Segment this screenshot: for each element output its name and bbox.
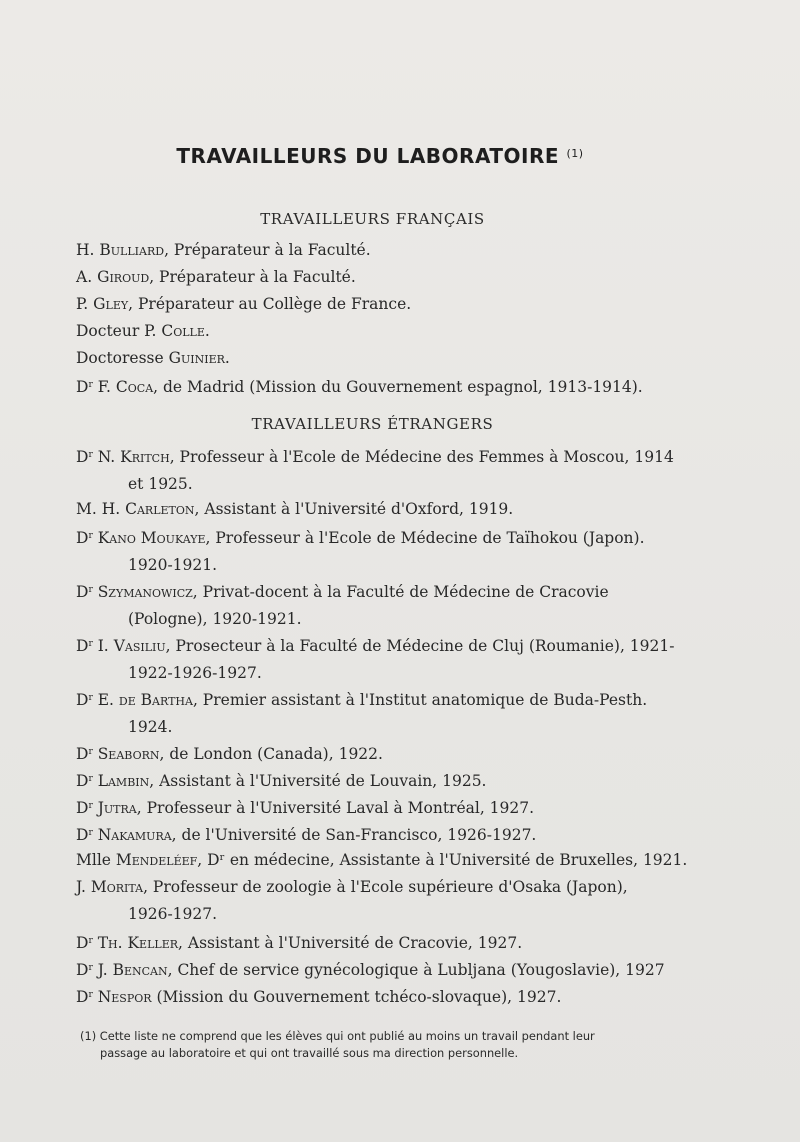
title-abbr-letter: D	[76, 637, 89, 655]
entry-name: de Bartha	[118, 691, 193, 709]
entry-continuation: 1920-1921.	[128, 556, 218, 574]
list-item	[76, 372, 680, 401]
entry-description: , de London (Canada), 1922.	[159, 745, 383, 763]
title-abbr	[76, 961, 93, 979]
list-item	[76, 318, 680, 345]
entry-prefix: H.	[76, 241, 95, 259]
entry-description: , Professeur à l'Ecole de Médecine de Taïhokou (Japon).	[205, 529, 645, 547]
entry-prefix: I.	[97, 637, 109, 655]
title-abbr-sup: r	[88, 450, 93, 460]
title-abbr	[76, 691, 93, 709]
entry-description: , Préparateur à la Faculté.	[164, 241, 371, 259]
entry-prefix: Docteur P.	[76, 322, 157, 340]
entry-name: Nespor	[97, 988, 152, 1006]
title-abbr	[76, 988, 93, 1006]
title-abbr-sup: r	[88, 828, 93, 838]
entry-name: Carleton	[125, 500, 195, 518]
entry-description: , de l'Université de San-Francisco, 1926-1927.	[171, 826, 537, 844]
title-abbr-sup: r	[88, 380, 93, 390]
entry-prefix: F.	[97, 378, 111, 396]
title-abbr-sup: r	[88, 693, 93, 703]
title-abbr-letter: D	[76, 691, 89, 709]
page-title-text: TRAVAILLEURS DU LABORATOIRE	[176, 144, 560, 168]
entry-name: Kritch	[120, 448, 170, 466]
list-item	[76, 766, 680, 795]
title-abbr	[76, 378, 93, 396]
title-abbr-letter: D	[76, 745, 89, 763]
entry-name: Mendeléef	[115, 851, 198, 869]
entry-name: Guinier	[168, 349, 225, 367]
title-abbr	[76, 934, 93, 952]
title-abbr-letter: D	[76, 799, 89, 817]
title-abbr	[76, 826, 93, 844]
entry-prefix: P.	[76, 295, 89, 313]
list-item	[76, 685, 680, 741]
entry-prefix: M. H.	[76, 500, 121, 518]
title-abbr-letter: D	[76, 378, 89, 396]
title-abbr-letter: D	[76, 583, 89, 601]
entry-name: Colle	[161, 322, 205, 340]
entry-name: Szymanowicz	[97, 583, 193, 601]
entry-description: , Professeur à l'Ecole de Médecine des Femmes à Moscou, 1914	[169, 448, 674, 466]
entry-description: , Assistant à l'Université de Cracovie, 1927.	[178, 934, 523, 952]
footnote	[80, 1028, 680, 1062]
entry-continuation: (Pologne), 1920-1921.	[128, 610, 302, 628]
entry-continuation: 1926-1927.	[128, 905, 218, 923]
list-item	[76, 496, 680, 523]
list-item	[76, 442, 680, 498]
title-abbr	[76, 529, 93, 547]
entry-description: , Chef de service gynécologique à Lubljana (Yougoslavie), 1927	[167, 961, 665, 979]
title-abbr-sup: r	[88, 639, 93, 649]
list-item	[76, 291, 680, 318]
list-item	[76, 928, 680, 957]
page-title	[0, 144, 760, 168]
footnote-line-1: (1) Cette liste ne comprend que les élèves qui ont publié au moins un travail pendant leur	[80, 1029, 595, 1043]
list-item	[76, 523, 680, 579]
entry-description: , Prosecteur à la Faculté de Médecine de Cluj (Roumanie), 1921-	[165, 637, 675, 655]
entry-description: , Professeur de zoologie à l'Ecole supérieure d'Osaka (Japon),	[143, 878, 628, 896]
list-item	[76, 264, 680, 291]
entry-name: Kano Moukaye	[97, 529, 206, 547]
entry-description: , Assistant à l'Université d'Oxford, 1919.	[194, 500, 514, 518]
entry-description: .	[204, 322, 210, 340]
list-item	[76, 820, 680, 849]
entry-description: .	[224, 349, 230, 367]
title-abbr-letter: D	[76, 988, 89, 1006]
list-item	[76, 577, 680, 633]
entry-prefix: A.	[76, 268, 93, 286]
title-abbr	[76, 772, 93, 790]
entry-description: , Préparateur au Collège de France.	[128, 295, 412, 313]
entry-description: , de Madrid (Mission du Gouvernement espagnol, 1913-1914).	[153, 378, 643, 396]
title-abbr-letter: D	[76, 961, 89, 979]
title-abbr-sup: r	[88, 747, 93, 757]
title-abbr-letter: D	[76, 772, 89, 790]
entry-name: Lambin	[97, 772, 150, 790]
entry-description: (Mission du Gouvernement tchéco-slovaque), 1927.	[151, 988, 562, 1006]
title-abbr	[76, 583, 93, 601]
list-item	[76, 793, 680, 822]
list-item	[76, 237, 680, 264]
entry-name: Coca	[115, 378, 154, 396]
entry-name: Giroud	[97, 268, 150, 286]
list-item	[76, 739, 680, 768]
entry-name: Gley	[93, 295, 129, 313]
list-item	[76, 982, 680, 1011]
entry-description: , Professeur à l'Université Laval à Montréal, 1927.	[136, 799, 535, 817]
entry-prefix: J.	[97, 961, 108, 979]
title-abbr-sup: r	[88, 585, 93, 595]
title-abbr	[76, 637, 93, 655]
title-abbr-sup: r	[88, 936, 93, 946]
title-abbr-sup: r	[88, 531, 93, 541]
entry-continuation: 1924.	[128, 718, 173, 736]
entry-prefix: J.	[76, 878, 86, 896]
title-abbr-letter: D	[76, 448, 89, 466]
entry-name: Vasiliu	[113, 637, 166, 655]
section-heading-foreign: TRAVAILLEURS ÉTRANGERS	[251, 415, 494, 433]
title-abbr	[76, 745, 93, 763]
entry-description: , Dʳ en médecine, Assistante à l'Université de Bruxelles, 1921.	[197, 851, 688, 869]
title-abbr-sup: r	[88, 801, 93, 811]
entry-name: Bencan	[112, 961, 168, 979]
list-item	[76, 874, 680, 928]
title-abbr	[76, 448, 93, 466]
entry-description: , Privat-docent à la Faculté de Médecine de Cracovie	[192, 583, 609, 601]
title-abbr-letter: D	[76, 934, 89, 952]
title-abbr-sup: r	[88, 990, 93, 1000]
title-abbr	[76, 799, 93, 817]
entry-name: Jutra	[97, 799, 137, 817]
entry-prefix: Mlle	[76, 851, 111, 869]
entry-prefix: N.	[97, 448, 116, 466]
entry-prefix: Doctoresse	[76, 349, 164, 367]
title-abbr-sup: r	[88, 963, 93, 973]
list-item	[76, 955, 680, 984]
list-item	[76, 631, 680, 687]
title-abbr-letter: D	[76, 826, 89, 844]
title-abbr-letter: D	[76, 529, 89, 547]
entry-description: , Premier assistant à l'Institut anatomique de Buda-Pesth.	[192, 691, 648, 709]
entry-continuation: et 1925.	[128, 475, 193, 493]
entry-name: Morita	[90, 878, 144, 896]
entry-name: Nakamura	[97, 826, 172, 844]
list-item	[76, 345, 680, 372]
list-item	[76, 847, 688, 874]
entry-name: Seaborn	[97, 745, 160, 763]
section-heading-french: TRAVAILLEURS FRANÇAIS	[260, 210, 485, 228]
entry-description: , Assistant à l'Université de Louvain, 1925.	[149, 772, 487, 790]
entry-prefix: E.	[97, 691, 114, 709]
footnote-line-2: passage au laboratoire et qui ont travaillé sous ma direction personnelle.	[100, 1046, 519, 1060]
entry-name: Th. Keller	[97, 934, 179, 952]
footnote-mark: (1)	[566, 147, 584, 160]
entry-name: Bulliard	[99, 241, 165, 259]
title-abbr-sup: r	[88, 774, 93, 784]
entry-description: , Préparateur à la Faculté.	[149, 268, 356, 286]
entry-continuation: 1922-1926-1927.	[128, 664, 262, 682]
